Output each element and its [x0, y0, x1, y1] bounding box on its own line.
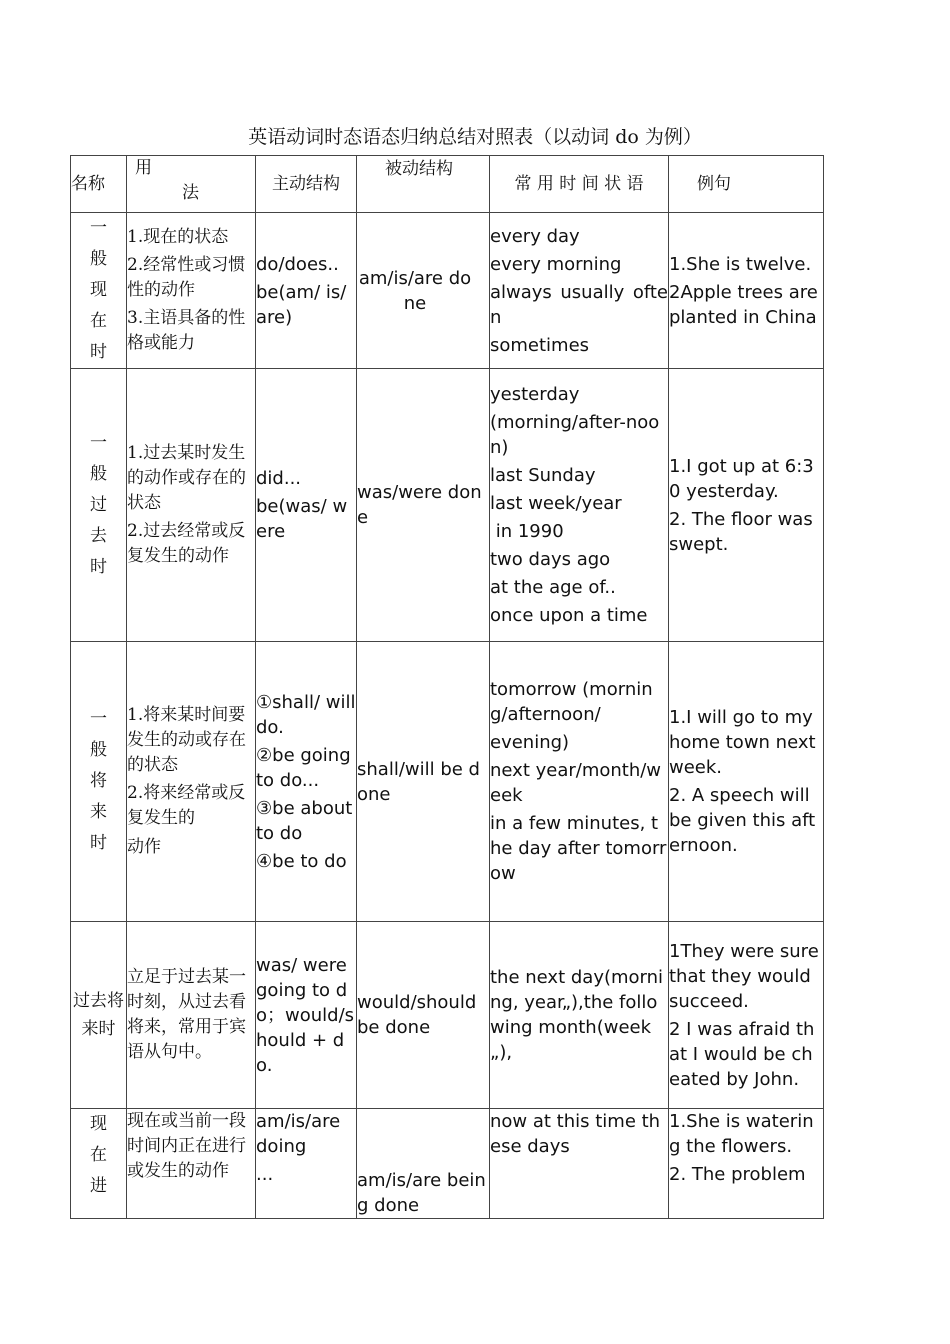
passive-cell: [357, 213, 490, 369]
adverbial-line: every day: [490, 225, 580, 247]
adverbial-line: once upon a time: [490, 605, 648, 626]
passive-line: shall/will be done: [357, 758, 480, 805]
adverbial-line: in a few minutes, the day after tomorrow: [490, 813, 667, 884]
passive-cell: [357, 922, 490, 1109]
usage-line: 1.过去某时发生的动作或存在的状态: [127, 443, 246, 513]
header-name: 名称: [71, 156, 127, 213]
header-passive: 被动结构: [357, 156, 490, 213]
tense-table: [70, 155, 824, 1219]
adverbials-cell: [490, 213, 669, 369]
active-line: be(was/ were: [256, 496, 348, 542]
adverbial-line: tomorrow (morning/afternoon/: [490, 679, 653, 725]
header-usage-2: 法: [182, 183, 199, 203]
adverbial-line: last Sunday: [490, 465, 596, 486]
active-line: ③be about to do: [256, 797, 353, 844]
usage-line: 3.主语具备的性格或能力: [127, 308, 246, 353]
usage-line: 2.过去经常或反复发生的动作: [127, 521, 246, 566]
adverbial-line: sometimes: [490, 334, 590, 356]
adverbial-line: next year/month/week: [490, 760, 662, 806]
passive-line: am/is/are being done: [357, 1170, 486, 1216]
adverbial-line: two days ago: [490, 549, 611, 570]
example-line: 1.She is twelve.: [669, 253, 812, 275]
example-line: 1.I will go to my home town next week.: [669, 707, 816, 778]
adverbial-line: last week/year: [490, 493, 622, 514]
header-adverbials: 常 用 时 间 状 语: [490, 156, 669, 213]
examples-cell: [669, 922, 824, 1109]
usage-line: 现在或当前一段时间内正在进行或发生的动作: [127, 1111, 246, 1181]
usage-cell: [127, 642, 256, 922]
adverbial-line: now at this time these days: [490, 1111, 661, 1157]
active-cell: [256, 213, 357, 369]
adverbials-cell: [490, 1109, 669, 1219]
adverbial-line: yesterday: [490, 384, 580, 405]
passive-cell: [357, 369, 490, 642]
active-line: did...: [256, 468, 302, 489]
usage-cell: [127, 1109, 256, 1219]
example-line: 2Apple trees are planted in China: [669, 281, 818, 328]
adverbial-line: (morning/after-noon): [490, 412, 660, 458]
usage-line: 1.现在的状态: [127, 227, 229, 247]
active-line: was/ weregoing to do；would/should + do.: [256, 954, 355, 1076]
table-row: [71, 213, 824, 369]
tense-name-cell: 一 般 过 去 时: [71, 369, 127, 642]
tense-name-cell: 现 在 进: [71, 1109, 127, 1219]
active-line: am/is/are doing: [256, 1111, 341, 1157]
example-line: 1.I got up at 6:30 yesterday.: [669, 455, 814, 502]
example-line: 2. A speech will be given this afternoon.: [669, 785, 816, 856]
examples-cell: [669, 1109, 824, 1219]
usage-cell: [127, 213, 256, 369]
adverbial-line: in 1990: [490, 521, 564, 542]
examples-cell: [669, 213, 824, 369]
table-row: [71, 1109, 824, 1219]
usage-line: 2.经常性或习惯性的动作: [127, 255, 246, 300]
document-title: 英语动词时态语态归纳总结对照表（以动词 do 为例）: [248, 126, 702, 148]
header-usage-1: 用: [135, 158, 152, 178]
active-line: be(am/ is/are): [256, 281, 347, 328]
table-row: [71, 642, 824, 922]
adverbials-cell: [490, 642, 669, 922]
example-line: 2 I was afraid that I would be cheated by John.: [669, 1018, 815, 1090]
tense-name-cell: 过去将来时: [71, 922, 127, 1109]
adverbial-line: always usually often: [490, 281, 668, 328]
header-usage: [127, 156, 256, 213]
adverbials-cell: [490, 922, 669, 1109]
header-active: 主动结构: [256, 156, 357, 213]
adverbial-line: evening): [490, 732, 570, 753]
usage-line: 2.将来经常或反复发生的: [127, 783, 246, 828]
active-line: ①shall/ will do.: [256, 691, 356, 738]
table-row: [71, 369, 824, 642]
example-line: 1.She is watering the flowers.: [669, 1111, 814, 1157]
usage-cell: [127, 922, 256, 1109]
active-cell: [256, 922, 357, 1109]
usage-line: 动作: [127, 837, 161, 857]
active-line: do/does..: [256, 253, 339, 275]
passive-line: am/is/are done: [358, 267, 472, 314]
active-line: ④be to do: [256, 850, 347, 872]
example-line: 2. The problem: [669, 1164, 806, 1185]
examples-cell: [669, 369, 824, 642]
header-examples: 例句: [669, 156, 824, 213]
active-cell: [256, 1109, 357, 1219]
tense-name-cell: 一 般 现 在 时: [71, 213, 127, 369]
adverbial-line: the next day(morning, year„),the following month(week„),: [490, 967, 664, 1063]
examples-cell: [669, 642, 824, 922]
active-line: ...: [256, 1164, 274, 1185]
active-cell: [256, 642, 357, 922]
usage-cell: [127, 369, 256, 642]
example-line: 2. The floor was swept.: [669, 508, 813, 555]
passive-line: would/should be done: [357, 992, 477, 1038]
passive-cell: [357, 1109, 490, 1219]
adverbial-line: at the age of..: [490, 577, 616, 598]
example-line: 1They were sure that they would succeed.: [669, 940, 819, 1012]
active-cell: [256, 369, 357, 642]
adverbial-line: every morning: [490, 253, 622, 275]
active-line: ②be going to do...: [256, 744, 351, 791]
adverbials-cell: [490, 369, 669, 642]
header-row: [71, 156, 824, 213]
usage-line: 立足于过去某一时刻，从过去看将来，常用于宾语从句中。: [127, 967, 246, 1062]
tense-name-cell: 一 般 将 来 时: [71, 642, 127, 922]
passive-line: was/were done: [357, 482, 482, 528]
table-row: [71, 922, 824, 1109]
passive-cell: [357, 642, 490, 922]
usage-line: 1.将来某时间要发生的动或存在的状态: [127, 705, 246, 775]
